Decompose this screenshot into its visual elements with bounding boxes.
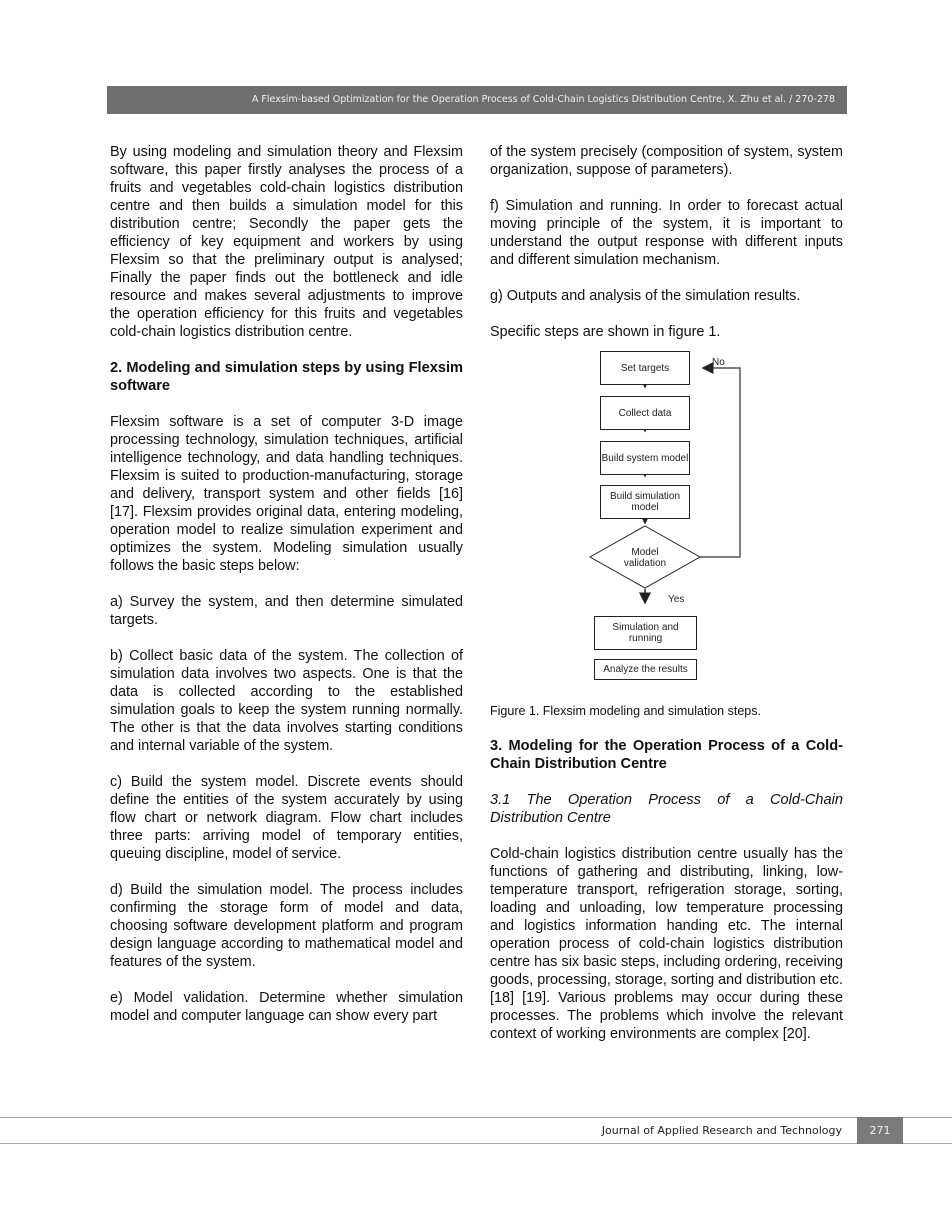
left-column	[110, 143, 463, 1043]
step-c: c) Build the system model. Discrete events should define the entities of the system accurately by using flow chart or network diagram. Flow chart includes three parts: arriving model of temporary entities, queuing discipline, model of service.	[110, 774, 463, 862]
section-3-heading: 3. Modeling for the Operation Process of a Cold-Chain Distribution Centre	[490, 738, 843, 772]
step-b: b) Collect basic data of the system. The collection of simulation data involves two aspects. One is that the data is collected according to the established simulation goals to keep the system running normally. The other is that the data involves starting conditions and internal variable of the system.	[110, 648, 463, 754]
right-column	[490, 143, 843, 1061]
node-set-targets: Set targets	[600, 351, 690, 385]
figure-reference: Specific steps are shown in figure 1.	[490, 324, 721, 340]
node-collect-data: Collect data	[600, 396, 690, 430]
running-header: A Flexsim-based Optimization for the Operation Process of Cold-Chain Logistics Distribution Centre, X. Zhu et al. / 270-278	[107, 86, 847, 114]
section-2-paragraph: Flexsim software is a set of computer 3-D image processing technology, simulation techniques, artificial intelligence technology, and data handling techniques. Flexsim is suited to production-manufacturing, storage and delivery, transport system and other fields [16] [17]. Flexsim provides original data, entering modeling, operation model to realize simulation experiment and optimizes the system. Modeling simulation usually follows the basic steps below:	[110, 414, 463, 574]
step-e-continued: of the system precisely (composition of system, system organization, suppose of parameters).	[490, 144, 843, 178]
flowchart-figure	[490, 341, 843, 703]
node-model-validation: Model validation	[623, 547, 667, 569]
node-simulation-running: Simulation and running	[594, 616, 697, 650]
section-3-1-paragraph: Cold-chain logistics distribution centre usually has the functions of gathering and distributing, linking, low-temperature transport, refrigeration storage, sorting, loading and unloading, low temperature processing and logistics information handing etc. The internal operation process of cold-chain logistics distribution centre has six basic steps, including ordering, receiving goods, processing, storage, sorting and distribution etc. [18] [19]. Various problems may occur during these processes. The problems which involve the relevant context of working environments are complex [20].	[490, 846, 843, 1042]
step-e: e) Model validation. Determine whether simulation model and computer language can show every part	[110, 990, 463, 1024]
intro-paragraph: By using modeling and simulation theory and Flexsim software, this paper firstly analyses the process of a fruits and vegetables cold-chain logistics distribution centre and then builds a simulation model for this distribution centre; Secondly the paper gets the efficiency of key equipment and workers by using Flexsim so that the preliminary output is analysed; Finally the paper finds out the bottleneck and idle resource and makes several adjustments to improve the operation efficiency for this fruits and vegetables cold-chain logistics distribution centre.	[110, 144, 463, 340]
label-yes: Yes	[668, 594, 685, 605]
label-no: No	[712, 357, 725, 368]
page-number: 271	[857, 1117, 903, 1144]
figure-caption: Figure 1. Flexsim modeling and simulation steps.	[490, 704, 761, 718]
section-3-1-heading: 3.1 The Operation Process of a Cold-Chain Distribution Centre	[490, 792, 843, 826]
step-g: g) Outputs and analysis of the simulation results.	[490, 288, 801, 304]
node-build-system-model: Build system model	[600, 441, 690, 475]
footer-divider-bottom	[0, 1143, 952, 1144]
section-2-heading: 2. Modeling and simulation steps by using Flexsim software	[110, 360, 463, 394]
step-f: f) Simulation and running. In order to forecast actual moving principle of the system, it is important to understand the output response with different inputs and different simulation mechanism.	[490, 198, 843, 268]
step-a: a) Survey the system, and then determine simulated targets.	[110, 594, 463, 628]
step-d: d) Build the simulation model. The process includes confirming the storage form of model and data, choosing software development platform and program design language according to mathematical model and features of the system.	[110, 882, 463, 970]
node-analyze-results: Analyze the results	[594, 659, 697, 680]
footer-journal-name: Journal of Applied Research and Technology	[601, 1124, 842, 1137]
node-build-simulation-model: Build simulation model	[600, 485, 690, 519]
